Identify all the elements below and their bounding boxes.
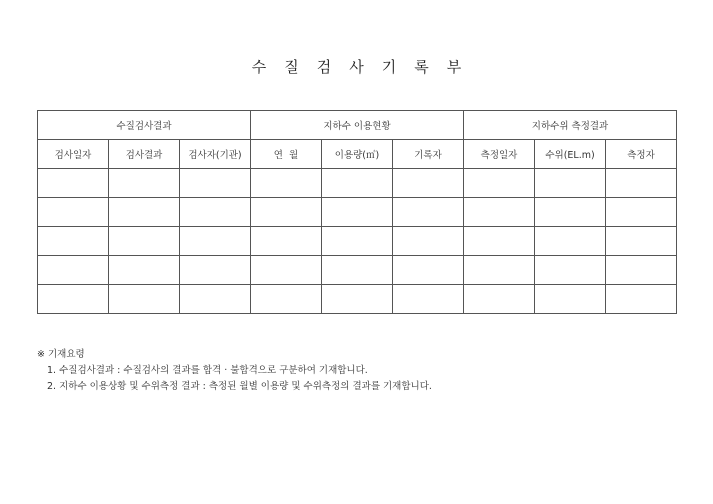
table-row [38,285,677,314]
table-cell[interactable] [251,198,322,227]
table-cell[interactable] [322,198,393,227]
table-row [38,169,677,198]
column-header: 이용량(㎥) [322,140,393,169]
table-cell[interactable] [606,198,677,227]
column-header: 검사결과 [109,140,180,169]
table-cell[interactable] [251,256,322,285]
note-item: 2. 지하수 이용상황 및 수위측정 결과 : 측정된 월별 이용량 및 수위측정의 결과를 기재합니다. [47,381,432,392]
table-cell[interactable] [251,285,322,314]
title-char: 기 [381,58,397,76]
group-header-usage: 지하수 이용현황 [251,111,464,140]
record-table [37,110,677,314]
table-cell[interactable] [109,198,180,227]
table-cell[interactable] [535,256,606,285]
notes-section [37,347,432,395]
table-cell[interactable] [322,227,393,256]
table-cell[interactable] [322,256,393,285]
column-header: 기록자 [393,140,464,169]
table-cell[interactable] [464,227,535,256]
column-header-row [38,140,677,169]
table-cell[interactable] [535,198,606,227]
table-cell[interactable] [393,198,464,227]
table-cell[interactable] [606,256,677,285]
table-row [38,198,677,227]
table-cell[interactable] [38,169,109,198]
table-cell[interactable] [606,227,677,256]
page-title [0,56,713,77]
group-header-row [38,111,677,140]
table-cell[interactable] [180,198,251,227]
table-cell[interactable] [393,227,464,256]
notes-heading: ※ 기재요령 [37,349,85,360]
column-header: 측정자 [606,140,677,169]
table-cell[interactable] [606,285,677,314]
table-cell[interactable] [109,285,180,314]
table-cell[interactable] [535,285,606,314]
table-cell[interactable] [393,285,464,314]
title-char: 수 [251,58,267,76]
table-cell[interactable] [464,169,535,198]
table-cell[interactable] [464,285,535,314]
table-cell[interactable] [109,256,180,285]
title-char: 록 [414,58,429,76]
table-cell[interactable] [535,169,606,198]
table-cell[interactable] [606,169,677,198]
table-cell[interactable] [38,227,109,256]
table-cell[interactable] [535,227,606,256]
table-cell[interactable] [180,256,251,285]
table-cell[interactable] [38,256,109,285]
table-cell[interactable] [38,198,109,227]
table-row [38,256,677,285]
table-cell[interactable] [109,227,180,256]
table-cell[interactable] [251,169,322,198]
title-char: 검 [316,58,332,76]
table-cell[interactable] [251,227,322,256]
table-cell[interactable] [180,285,251,314]
table-cell[interactable] [180,169,251,198]
column-header: 수위(EL.m) [535,140,606,169]
title-char: 부 [446,58,462,76]
table-cell[interactable] [109,169,180,198]
group-header-water-level: 지하수위 측정결과 [464,111,677,140]
table-cell[interactable] [38,285,109,314]
column-header: 연 월 [251,140,322,169]
table-cell[interactable] [322,169,393,198]
column-header: 검사자(기관) [180,140,251,169]
column-header: 측정일자 [464,140,535,169]
title-char: 사 [349,58,364,76]
table-cell[interactable] [393,169,464,198]
table-cell[interactable] [322,285,393,314]
table-cell[interactable] [180,227,251,256]
title-char: 질 [284,58,299,76]
column-header: 검사일자 [38,140,109,169]
table-cell[interactable] [464,256,535,285]
group-header-water-test: 수질검사결과 [38,111,251,140]
table-row [38,227,677,256]
table-cell[interactable] [393,256,464,285]
table-cell[interactable] [464,198,535,227]
note-item: 1. 수질검사결과 : 수질검사의 결과를 합격 · 불합격으로 구분하여 기재합니다. [47,365,368,376]
